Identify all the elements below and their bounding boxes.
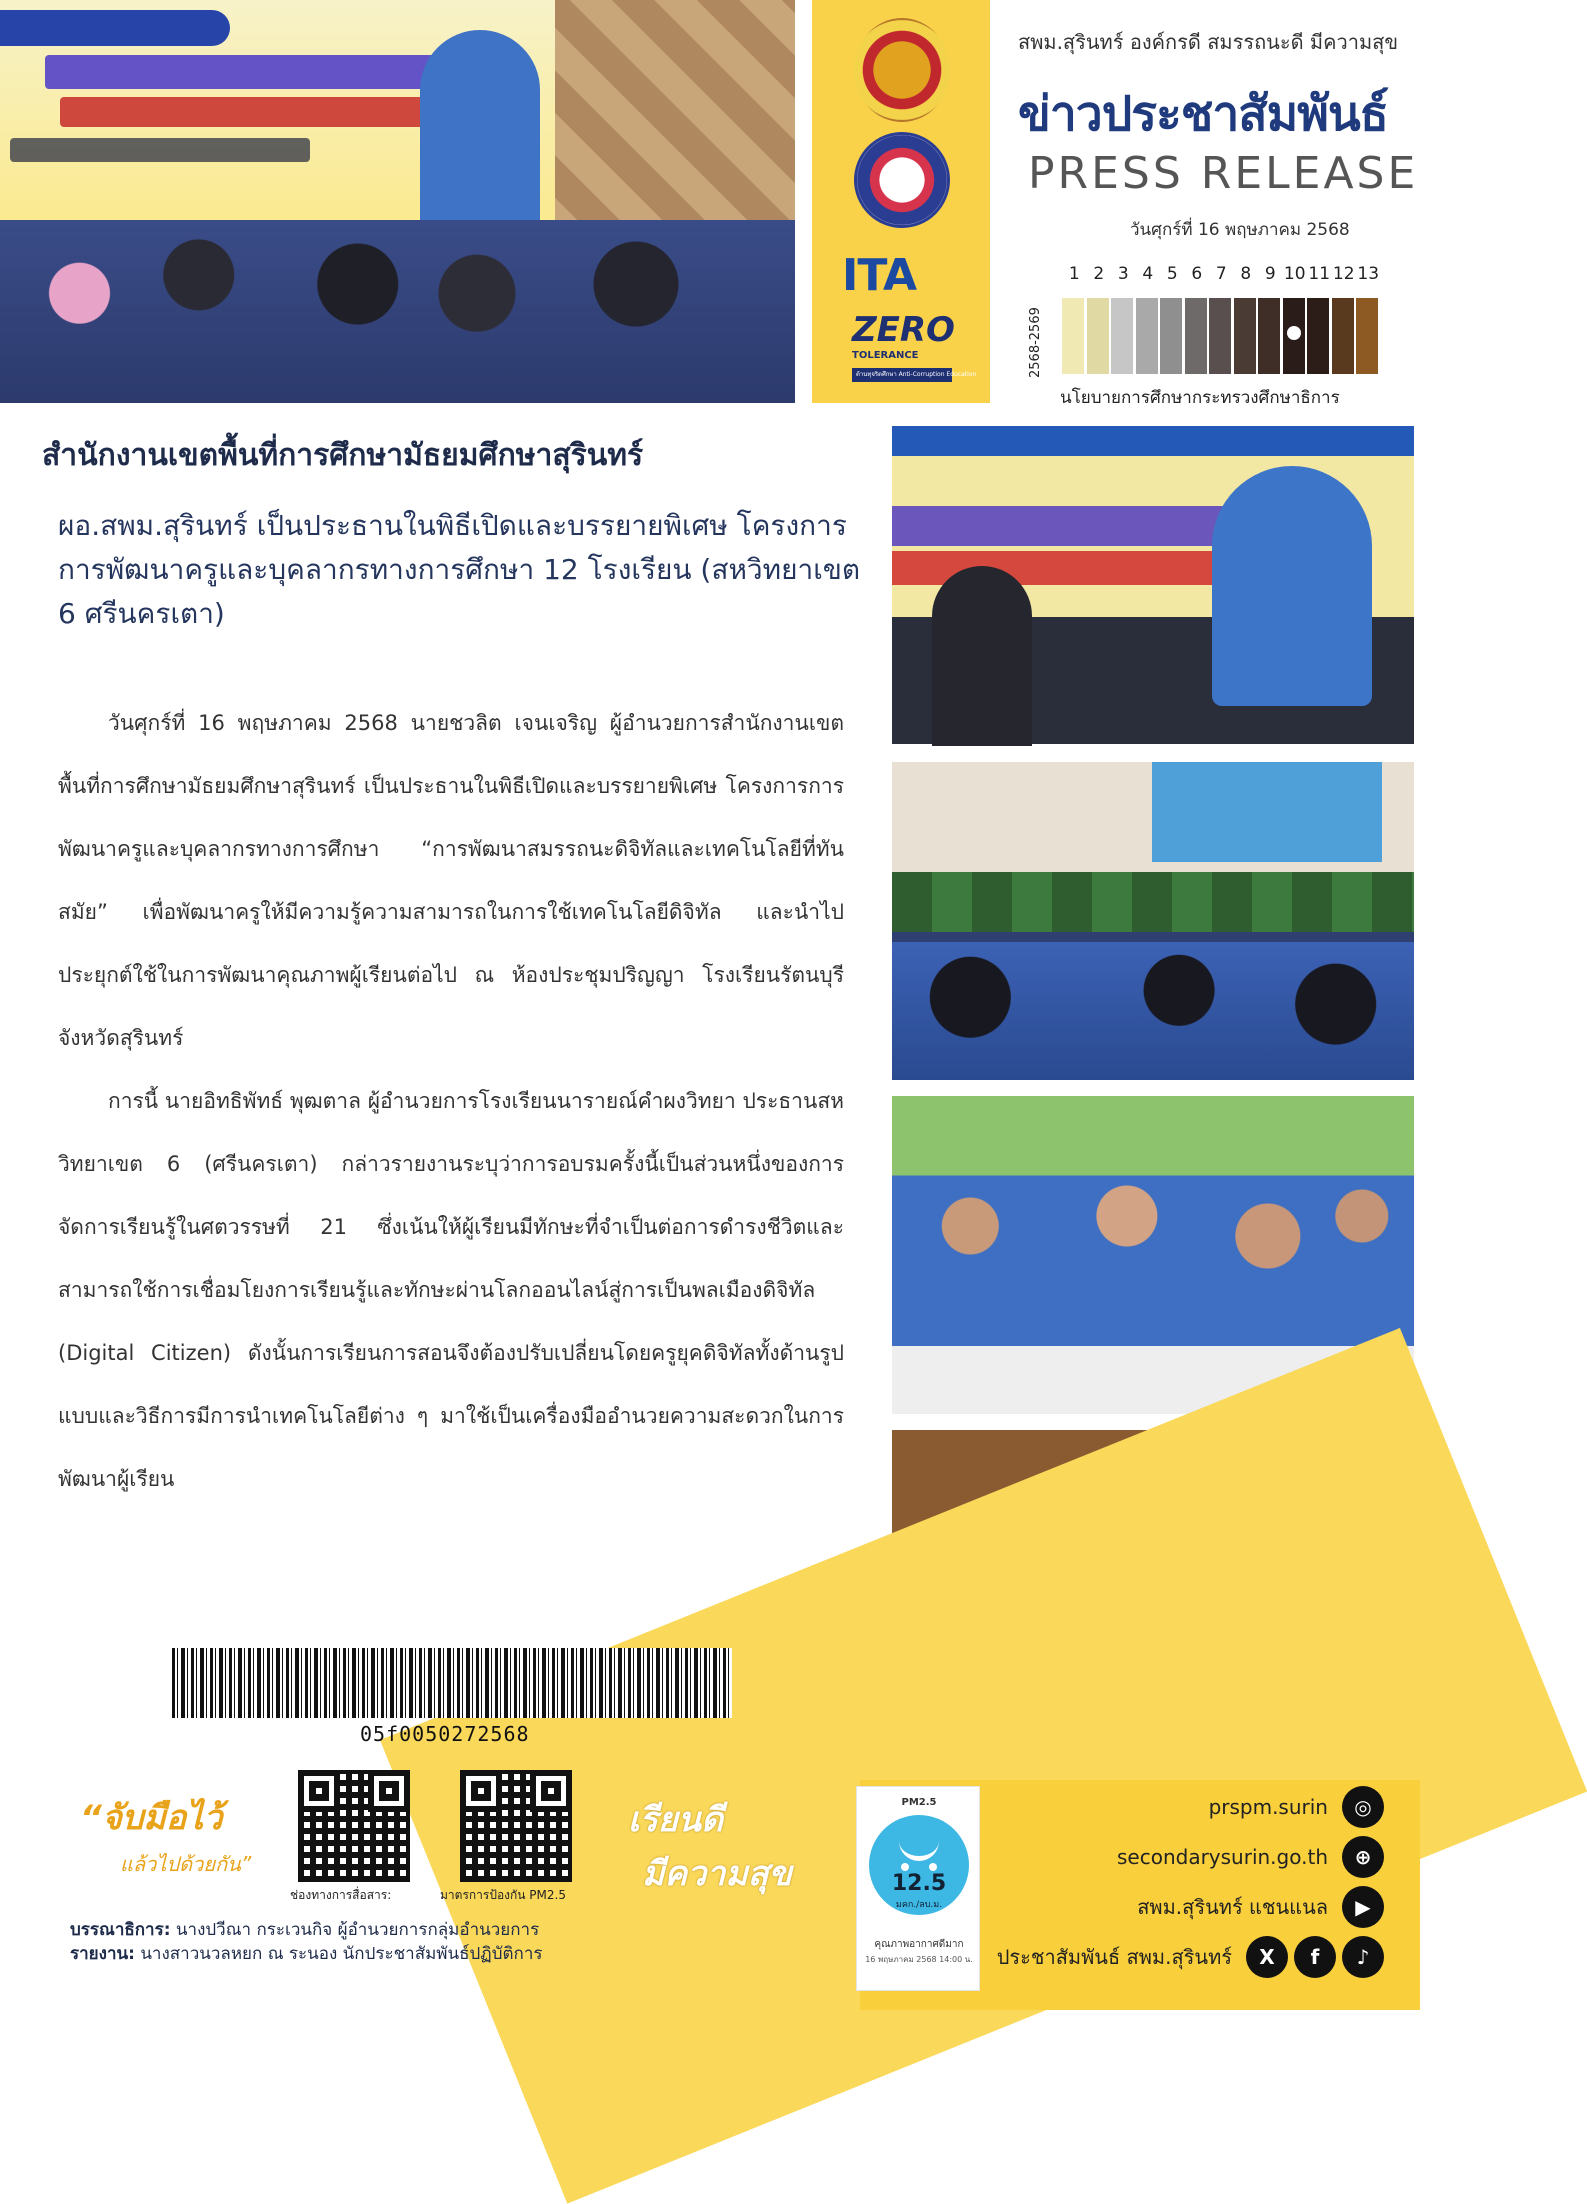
policy-swatch-12 — [1332, 298, 1354, 374]
youtube-icon[interactable]: ▶ — [1342, 1886, 1384, 1928]
contact-website[interactable] — [997, 1832, 1384, 1882]
policy-number-5: 5 — [1166, 264, 1178, 284]
policy-caption: นโยบายการศึกษากระทรวงศึกษาธิการ — [1060, 388, 1340, 408]
policy-swatch-8 — [1234, 298, 1256, 374]
ita-logo: ITA — [842, 250, 917, 301]
contact-instagram-text: prspm.surin — [1208, 1795, 1328, 1819]
top-event-photo — [0, 0, 795, 403]
policy-number-11: 11 — [1308, 264, 1331, 284]
article-headline: ผอ.สพม.สุรินทร์ เป็นประธานในพิธีเปิดและบรรยายพิเศษ โครงการการพัฒนาครูและบุคลากรทางการศึกษา 12 โรงเรียน (สหวิทยาเขต 6 ศรีนครเตา) — [58, 509, 861, 630]
article-paragraph-2: การนี้ นายอิทธิพัทธ์ พุฒตาล ผู้อำนวยการโรงเรียนนารายณ์คำผงวิทยา ประธานสหวิทยาเขต 6 (ศรีนครเตา) กล่าวรายงานระบุว่าการอบรมครั้งนี้เป็นส่วนหนึ่งของการจัดการเรียนรู้ในศตวรรษที่ 21 ซึ่งเน้นให้ผู้เรียนมีทักษะที่จำเป็นต่อการดำรงชีวิตและสามารถใช้การเชื่อมโยงการเรียนรู้และทักษะผ่านโลกออนไลน์สู่การเป็นพลเมืองดิจิทัล (Digital Citizen) ดังนั้นการเรียนการสอนจึงต้องปรับเปลี่ยนโดยครูยุคดิจิทัลทั้งด้านรูปแบบและวิธีการมีการนำเทคโนโลยีต่าง ๆ มาใช้เป็นเครื่องมืออำนวยความสะดวกในการพัฒนาผู้เรียน — [58, 1089, 844, 1491]
press-release-label: PRESS RELEASE — [1028, 148, 1419, 199]
hand-slogan — [80, 1790, 260, 1880]
pm25-card — [856, 1786, 980, 1991]
pm25-unit: มคก./ลบ.ม. — [895, 1900, 943, 1910]
policy-swatch-7 — [1209, 298, 1231, 374]
policy-number-7: 7 — [1215, 264, 1227, 284]
contact-youtube-text: สพม.สุรินทร์ แชนแนล — [1137, 1895, 1328, 1919]
decorative-wall — [555, 0, 795, 240]
contact-instagram[interactable] — [997, 1782, 1384, 1832]
policy-swatch-4 — [1136, 298, 1158, 374]
reporter-label: รายงาน: — [70, 1944, 135, 1964]
tiktok-icon[interactable]: ♪ — [1342, 1936, 1384, 1978]
policy-swatch-5 — [1160, 298, 1182, 374]
pm25-date: 16 พฤษภาคม 2568 14:00 น. — [865, 1955, 973, 1964]
policy-number-10: 10 — [1283, 264, 1306, 284]
contact-youtube[interactable] — [997, 1882, 1384, 1932]
policy-swatch-13 — [1356, 298, 1378, 374]
reporter-name: นางสาวนวลหยก ณ ระนอง นักประชาสัมพันธ์ปฏิบัติการ — [140, 1944, 543, 1964]
side-photo-speaker — [892, 426, 1414, 744]
policy-number-9: 9 — [1264, 264, 1276, 284]
policy-number-6: 6 — [1191, 264, 1203, 284]
policy-swatches — [1062, 298, 1381, 374]
policy-swatch-2 — [1087, 298, 1109, 374]
pm25-quality: คุณภาพอากาศดีมาก — [874, 1939, 964, 1950]
policy-swatch-1 — [1062, 298, 1084, 374]
instagram-icon[interactable]: ◎ — [1342, 1786, 1384, 1828]
contact-list — [997, 1782, 1384, 1982]
year-range: 2568-2569 — [1028, 307, 1043, 378]
policy-number-12: 12 — [1332, 264, 1355, 284]
policy-swatch-6 — [1185, 298, 1207, 374]
ministry-emblem-icon — [854, 18, 950, 122]
side-photo-hall — [892, 762, 1414, 1080]
org-slogan: สพม.สุรินทร์ องค์กรดี สมรรถนะดี มีความสุข — [1018, 30, 1399, 54]
surin-office-logo-icon — [854, 132, 950, 228]
barcode — [172, 1648, 732, 1718]
social-label: ประชาสัมพันธ์ สพม.สุรินทร์ — [996, 1945, 1232, 1969]
x-icon[interactable]: X — [1246, 1936, 1288, 1978]
policy-number-3: 3 — [1117, 264, 1129, 284]
hand-slogan-line-2: แล้วไปด้วยกัน” — [120, 1852, 252, 1876]
contact-website-text: secondarysurin.go.th — [1116, 1845, 1328, 1869]
projection-screen — [0, 0, 560, 240]
policy-number-13: 13 — [1357, 264, 1380, 284]
release-date: วันศุกร์ที่ 16 พฤษภาคม 2568 — [1130, 220, 1350, 240]
policy-swatch-11 — [1307, 298, 1329, 374]
header — [1000, 0, 1419, 415]
credits — [70, 1918, 543, 1966]
logo-column — [812, 0, 990, 403]
page-title: ข่าวประชาสัมพันธ์ — [1018, 86, 1388, 142]
policy-swatch-10 — [1283, 298, 1305, 374]
pm25-value: 12.5 — [891, 1871, 947, 1896]
policy-marker-icon — [1287, 326, 1301, 340]
zero-subtext: TOLERANCE — [852, 350, 919, 361]
article-paragraph-1: วันศุกร์ที่ 16 พฤษภาคม 2568 นายชวลิต เจนเจริญ ผู้อำนวยการสำนักงานเขตพื้นที่การศึกษามัธยมศึกษาสุรินทร์ เป็นประธานในพิธีเปิดและบรรยายพิเศษ โครงการการพัฒนาครูและบุคลากรทางการศึกษา “การพัฒนาสมรรถนะดิจิทัลและเทคโนโลยีที่ทันสมัย” เพื่อพัฒนาครูให้มีความรู้ความสามารถในการใช้เทคโนโลยีดิจิทัล และนำไปประยุกต์ใช้ในการพัฒนาคุณภาพผู้เรียนต่อไป ณ ห้องประชุมปริญญา โรงเรียนรัตนบุรี จังหวัดสุรินทร์ — [58, 711, 844, 1050]
facebook-icon[interactable]: f — [1294, 1936, 1336, 1978]
policy-number-8: 8 — [1240, 264, 1252, 284]
contact-social — [997, 1932, 1384, 1982]
policy-number-4: 4 — [1142, 264, 1154, 284]
editor-name: นางปวีณา กระเวนกิจ ผู้อำนวยการกลุ่มอำนวยการ — [175, 1920, 540, 1940]
barcode-number: 05f0050272568 — [360, 1722, 530, 1746]
hand-slogan-line-1: “จับมือไว้ — [80, 1798, 223, 1838]
zero-band: ต้านทุจริตศึกษา Anti-Corruption Education — [852, 368, 952, 382]
policy-number-2: 2 — [1093, 264, 1105, 284]
learn-line-2: มีความสุข — [642, 1854, 792, 1894]
editor-label: บรรณาธิการ: — [70, 1920, 171, 1940]
policy-swatch-9 — [1258, 298, 1280, 374]
zero-text: ZERO — [852, 310, 955, 350]
policy-swatch-3 — [1111, 298, 1133, 374]
pm25-label: PM2.5 — [901, 1797, 937, 1808]
qr-code-channels[interactable] — [298, 1770, 410, 1882]
qr-caption-channels: ช่องทางการสื่อสาร: — [290, 1888, 392, 1902]
learn-line-1: เรียนดี — [628, 1800, 724, 1840]
policy-number-1: 1 — [1068, 264, 1080, 284]
organization-name: สำนักงานเขตพื้นที่การศึกษามัธยมศึกษาสุรินทร์ — [42, 438, 644, 473]
qr-code-pm25[interactable] — [460, 1770, 572, 1882]
qr-caption-pm25: มาตรการป้องกัน PM2.5 — [440, 1888, 566, 1902]
audience — [0, 220, 795, 403]
policy-numbers — [1062, 264, 1381, 284]
zero-tolerance-logo — [852, 310, 977, 390]
globe-icon[interactable]: ⊕ — [1342, 1836, 1384, 1878]
article-body — [58, 692, 844, 1511]
learn-happy-logo — [628, 1792, 792, 1900]
